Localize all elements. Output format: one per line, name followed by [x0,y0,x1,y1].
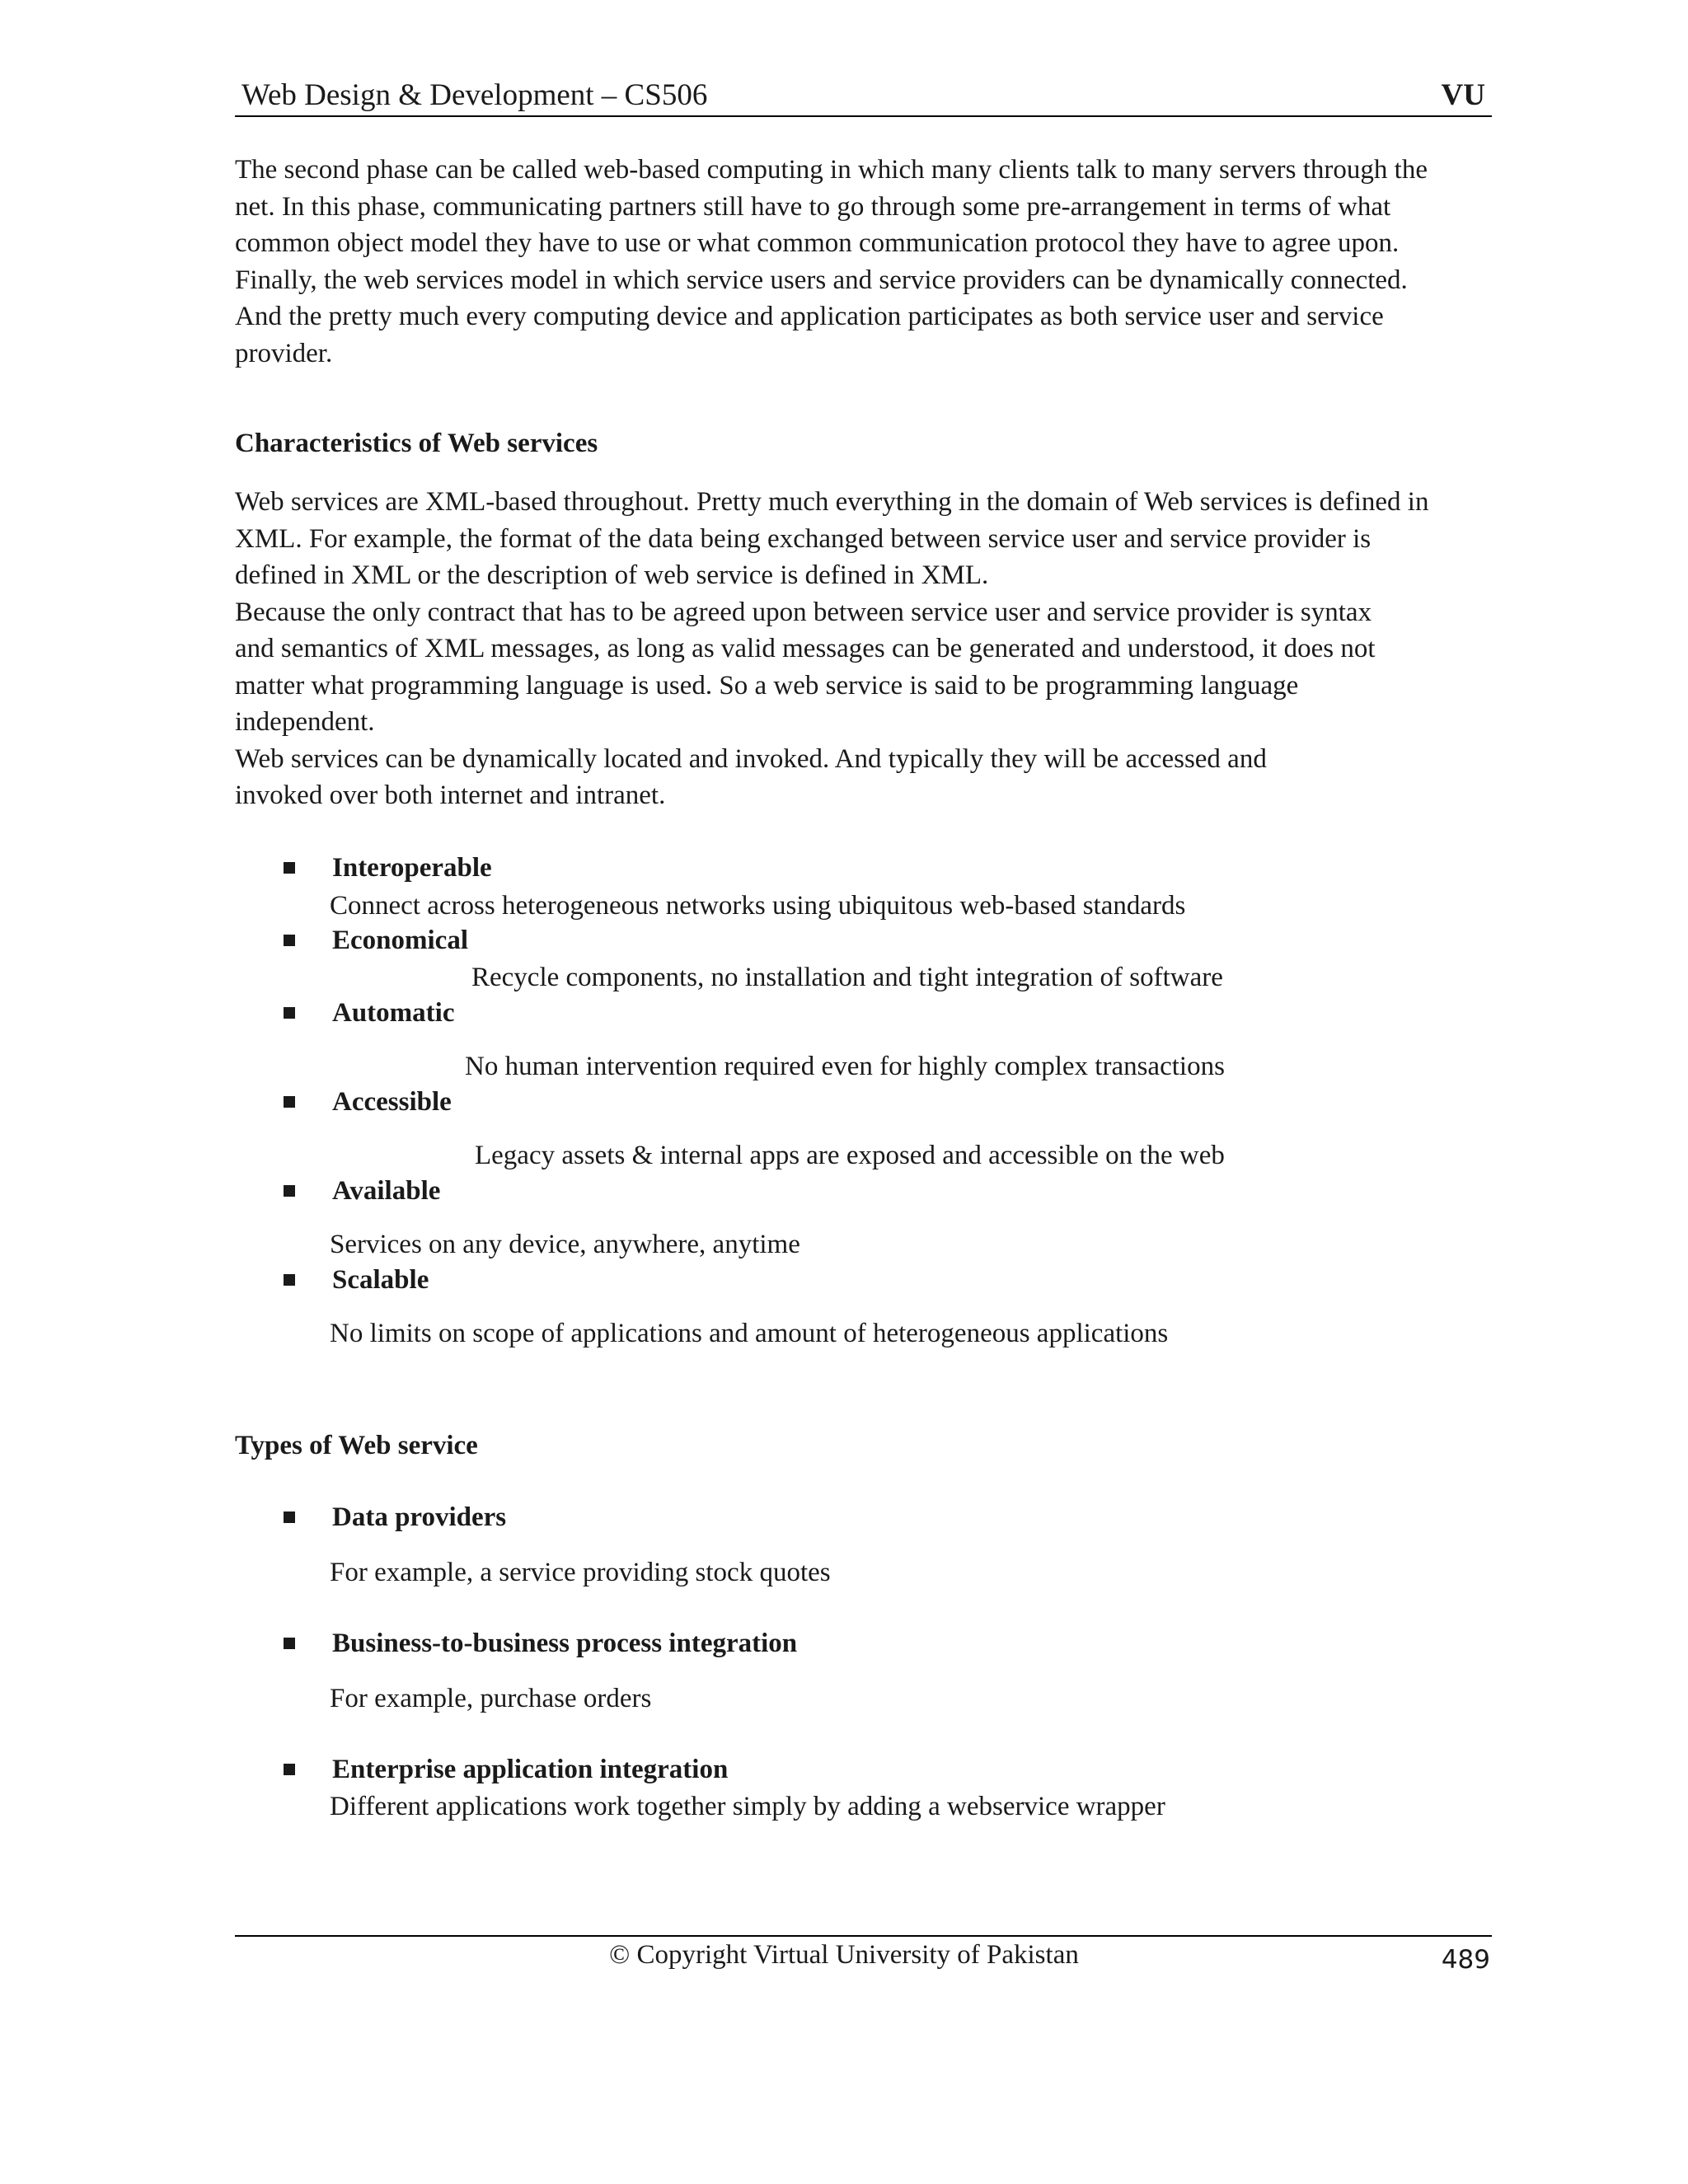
text-line: provider. [235,338,333,368]
text-line: common object model they have to use or what common communication protocol they have to agree upon. [235,228,1400,258]
list-item-title: Interoperable [332,853,492,883]
text-line: Because the only contract that has to be agreed upon between service user and service provider is syntax [235,597,1372,627]
square-bullet-icon [284,1096,295,1108]
text-line: And the pretty much every computing device and application participates as both service user and service [235,302,1384,331]
text-line: The second phase can be called web-based computing in which many clients talk to many servers through the [235,155,1428,185]
text-line: and semantics of XML messages, as long as valid messages can be generated and understood, it does not [235,634,1376,663]
text-line: net. In this phase, communicating partners still have to go through some pre-arrangement in terms of what [235,191,1391,222]
list-item-description: Recycle components, no installation and tight integration of software [471,963,1223,992]
text-line: defined in XML or the description of web service is defined in XML. [235,560,989,590]
list-item-title: Economical [332,926,468,955]
list-item-description: For example, a service providing stock quotes [330,1558,831,1587]
course-title: Web Design & Development – CS506 [241,78,708,112]
characteristics-paragraph [235,484,1537,814]
text-line: Web services are XML-based throughout. Pretty much everything in the domain of Web services is defined in [235,487,1429,517]
square-bullet-icon [284,862,295,874]
square-bullet-icon [284,935,295,946]
intro-paragraph [235,152,1537,372]
list-item-description: Services on any device, anywhere, anytime [330,1230,800,1259]
list-item-description: Connect across heterogeneous networks using ubiquitous web-based standards [330,891,1186,921]
list-item-title: Business-to-business process integration [332,1629,798,1658]
list-item-description: No limits on scope of applications and amount of heterogeneous applications [330,1319,1169,1348]
text-line: Web services can be dynamically located and invoked. And typically they will be accessed and [235,743,1267,774]
list-item-title: Scalable [332,1265,429,1295]
list-item-title: Enterprise application integration [332,1755,729,1784]
footer-copyright: © Copyright Virtual University of Pakistan [609,1940,1079,1970]
text-line: matter what programming language is used. So a web service is said to be programming language [235,670,1299,701]
list-item-title: Accessible [332,1087,452,1117]
page-header [235,77,1492,117]
types-heading: Types of Web service [235,1431,478,1460]
footer-rule [235,1935,1492,1937]
text-line: XML. For example, the format of the data being exchanged between service user and service provider is [235,523,1372,554]
list-item-title: Data providers [332,1502,507,1532]
square-bullet-icon [284,1185,295,1197]
square-bullet-icon [284,1511,295,1523]
institution-short: VU [1441,78,1485,112]
square-bullet-icon [284,1764,295,1775]
page-number: 489 [1441,1945,1490,1975]
text-line: Finally, the web services model in which service users and service providers can be dynamically connected. [235,265,1408,295]
square-bullet-icon [284,1638,295,1649]
text-line: invoked over both internet and intranet. [235,780,666,810]
list-item-description: Different applications work together simply by adding a webservice wrapper [330,1792,1165,1821]
characteristics-heading: Characteristics of Web services [235,429,598,458]
list-item-title: Available [332,1176,441,1206]
list-item-description: Legacy assets & internal apps are exposed and accessible on the web [475,1141,1225,1170]
square-bullet-icon [284,1274,295,1286]
list-item-title: Automatic [332,998,455,1028]
square-bullet-icon [284,1007,295,1019]
list-item-description: No human intervention required even for highly complex transactions [465,1052,1225,1081]
text-line: independent. [235,707,375,737]
list-item-description: For example, purchase orders [330,1684,652,1713]
